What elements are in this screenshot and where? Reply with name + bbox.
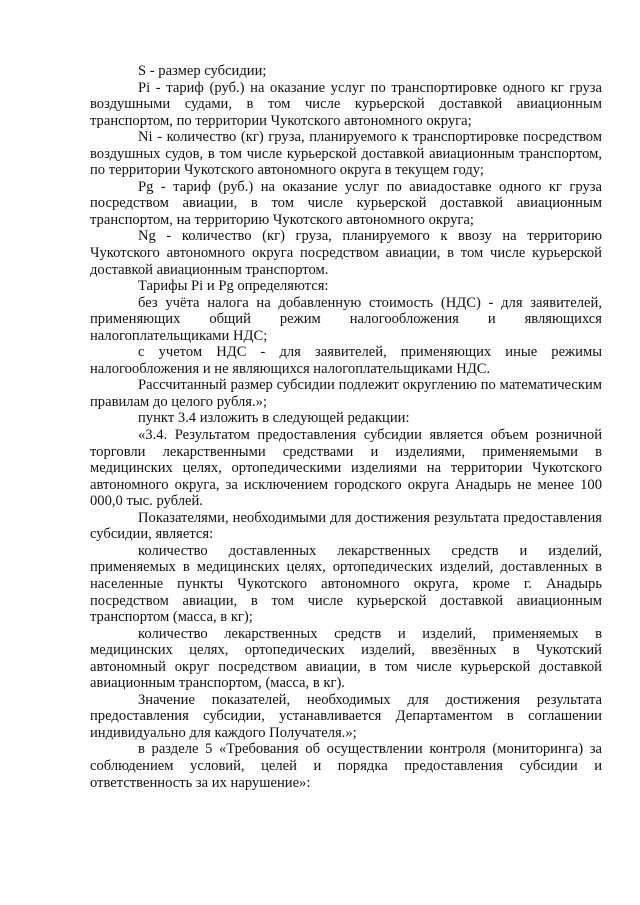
paragraph-quantity-ng: Ng - количество (кг) груза, планируемого к ввозу на территорию Чукотского автономного округа посредством авиации, в том числе курьерской доставкой авиационным транспортом. — [90, 228, 602, 278]
paragraph-quantity-ni: Ni - количество (кг) груза, планируемого к транспортировке посредством воздушных судов, в том числе курьерской доставкой авиационным транспортом, по территории Чукотского автономного округа в текущем году; — [90, 129, 602, 179]
paragraph-indicators-intro: Показателями, необходимыми для достижения результата предоставления субсидии, является: — [90, 509, 602, 543]
paragraph-indicator-delivered: количество доставленных лекарственных средств и изделий, применяемых в медицинских целях, ортопедических изделий, доставленных в населенные пункты Чукотского автономного округа, кроме г. Анадырь посредством авиации, в том числе курьерской доставкой авиационным транспортом (масса, в кг); — [90, 542, 602, 626]
paragraph-indicator-imported: количество лекарственных средств и изделий, применяемых в медицинских целях, ортопедических изделий, ввезённых в Чукотский автономный округ посредством авиации, в том числе курьерской доставкой авиационным транспортом, (масса, в кг). — [90, 625, 602, 692]
paragraph-tariff-pg: Pg - тариф (руб.) на оказание услуг по авиадоставке одного кг груза посредством авиации, в том числе курьерской доставкой авиационным транспортом, на территорию Чукотского автономного округа; — [90, 178, 602, 228]
paragraph-tariff-pi: Pi - тариф (руб.) на оказание услуг по транспортировке одного кг груза воздушными судами, в том числе курьерской доставкой авиационным транспортом, по территории Чукотского автономного округа; — [90, 79, 602, 129]
paragraph-without-vat: без учёта налога на добавленную стоимость (НДС) - для заявителей, применяющих общий режим налогообложения и являющихся налогоплательщиками НДС; — [90, 294, 602, 344]
paragraph-with-vat: с учетом НДС - для заявителей, применяющих иные режимы налогообложения и не являющихся налогоплательщиками НДС. — [90, 344, 602, 377]
paragraph-subsidy-size: S - размер субсидии; — [138, 63, 267, 79]
paragraph-clause-3-4-intro: пункт 3.4 изложить в следующей редакции: — [138, 410, 410, 427]
paragraph-section-5: в разделе 5 «Требования об осуществлении контроля (мониторинга) за соблюдением условий, целей и порядка предоставления субсидии и ответственность за их нарушение»: — [90, 741, 602, 791]
paragraph-rounding: Рассчитанный размер субсидии подлежит округлению по математическим правилам до целого рубля.»; — [90, 377, 602, 410]
paragraph-indicator-values: Значение показателей, необходимых для достижения результата предоставления субсидии, устанавливается Департаментом в соглашении индивидуально для каждого Получателя.»; — [90, 691, 602, 741]
paragraph-tariffs-intro: Тарифы Pi и Pg определяются: — [138, 278, 329, 295]
document-page — [90, 63, 602, 791]
paragraph-clause-3-4-result: «3.4. Результатом предоставления субсидии является объем розничной торговли лекарственными средствами и изделиями, применяемыми в медицинских целях, ортопедическими изделиями на территории Чукотского автономного округа, за исключением городского округа Анадырь не менее 100 000,0 тыс. рублей. — [90, 427, 602, 510]
